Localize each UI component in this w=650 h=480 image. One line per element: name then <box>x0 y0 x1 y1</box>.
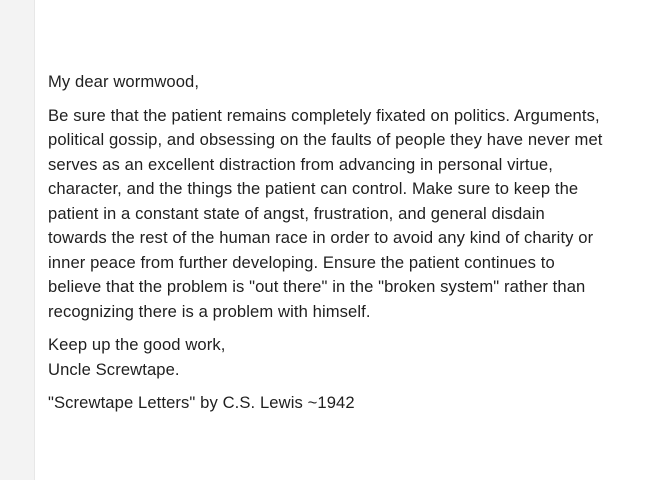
body-line: character, and the things the patient can control. Make sure to keep the <box>48 179 579 198</box>
letter-body <box>48 104 648 325</box>
body-line: believe that the problem is "out there" in the "broken system" rather than <box>48 277 586 296</box>
salutation <box>48 70 648 95</box>
body-line: towards the rest of the human race in order to avoid any kind of charity or <box>48 228 594 247</box>
body-line: recognizing there is a problem with himself. <box>48 301 371 321</box>
closing-line-1: Keep up the good work, <box>48 335 226 354</box>
body-line: political gossip, and obsessing on the faults of people they have never met <box>48 130 603 149</box>
attribution-line: "Screwtape Letters" by C.S. Lewis ~1942 <box>48 393 355 412</box>
salutation-line: My dear wormwood, <box>48 72 200 91</box>
closing-line-2: Uncle Screwtape. <box>48 359 180 379</box>
letter-text <box>48 70 648 425</box>
body-line: inner peace from further developing. Ensure the patient continues to <box>48 252 555 272</box>
closing <box>48 333 648 382</box>
body-line: serves as an excellent distraction from advancing in personal virtue, <box>48 154 553 174</box>
left-margin-strip <box>0 0 35 480</box>
attribution <box>48 391 648 416</box>
body-line: Be sure that the patient remains completely fixated on politics. Arguments, <box>48 105 600 125</box>
body-line: patient in a constant state of angst, frustration, and general disdain <box>48 203 545 223</box>
